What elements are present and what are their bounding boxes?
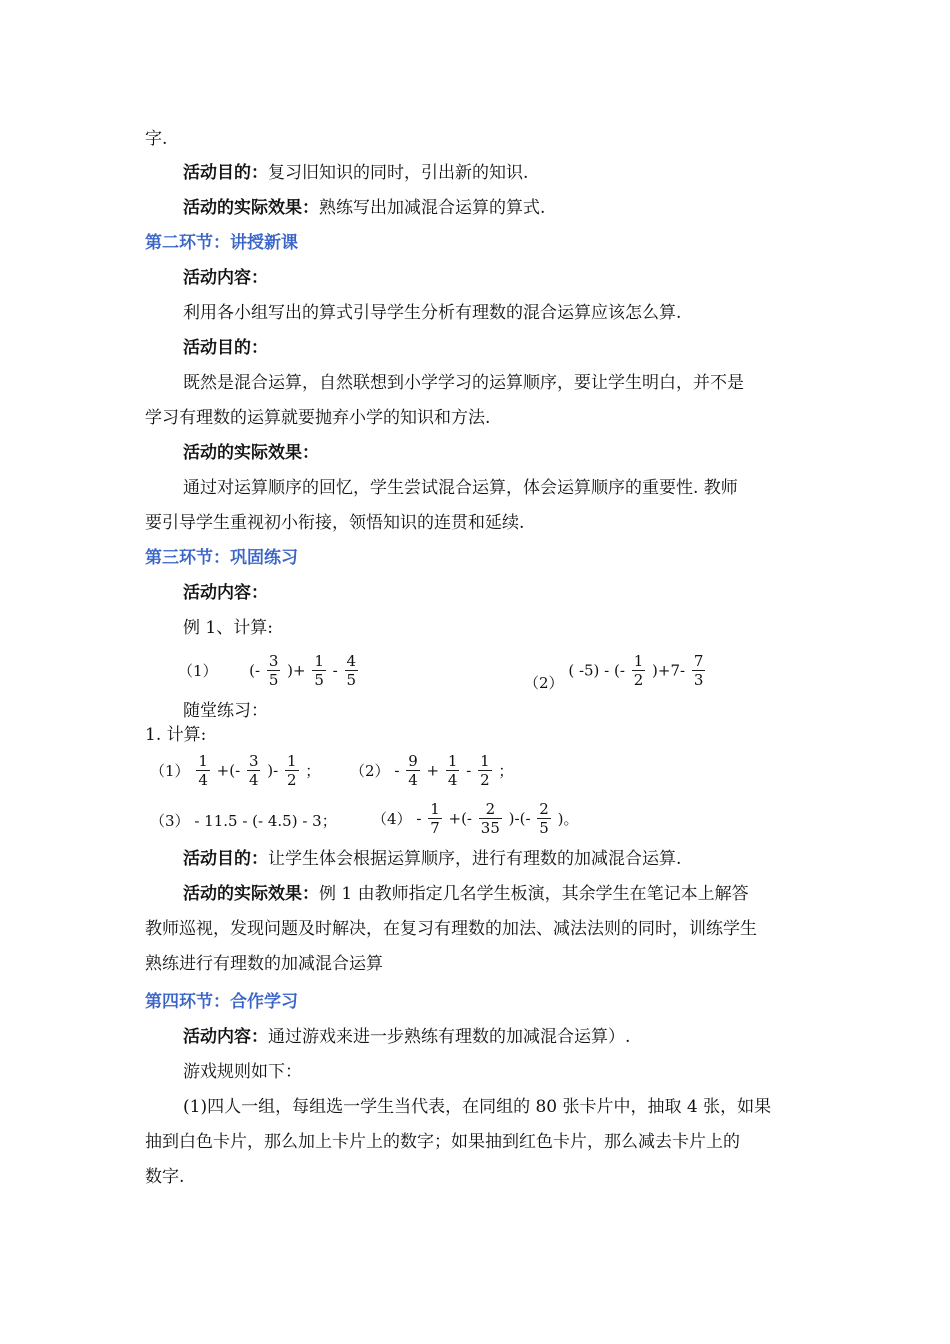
p4-f1-den: 7: [430, 819, 440, 837]
p2-f1-num: 9: [408, 752, 418, 770]
section-2-heading: 第二环节：讲授新课: [145, 233, 298, 253]
p2-part-b: +: [426, 761, 440, 780]
ex2-f2-den: 3: [693, 671, 704, 689]
p1-f2-den: 4: [248, 771, 259, 789]
s3-content-label: 活动内容：: [183, 583, 268, 603]
p4-end: )。: [557, 810, 579, 828]
p4-part-b: +(-: [448, 809, 473, 828]
s1-effect-text: 熟练写出加减混合运算的算式.: [319, 198, 546, 218]
s3-goal: [183, 848, 681, 870]
s2-effect-label: 活动的实际效果：: [183, 443, 319, 463]
s3-effect: [183, 883, 749, 905]
s2-content-label: 活动内容：: [183, 268, 268, 288]
p2-f3-den: 2: [480, 771, 490, 789]
p2-fraction-1: [406, 752, 420, 789]
practice-1-expr: [150, 752, 320, 789]
s3-example-label: 例 1、计算:: [183, 618, 273, 638]
ex1-f1-den: 5: [268, 671, 279, 689]
p4-label: （4）: [372, 810, 412, 828]
p4-part-a: -: [416, 809, 422, 828]
ex1-part-a: (-: [249, 661, 261, 680]
s4-rule-2: 抽到白色卡片，那么加上卡片上的数字；如果抽到红色卡片，那么减去卡片上的: [145, 1132, 740, 1152]
ex1-part-c: -: [332, 661, 338, 680]
p1-f1-num: 1: [198, 752, 208, 770]
ex2-f1-den: 2: [633, 671, 644, 689]
ex1-f3-num: 4: [346, 652, 357, 670]
p2-part-a: -: [394, 761, 400, 780]
ex1-f2-den: 5: [314, 671, 324, 689]
ex2-part-b: )+7-: [652, 661, 686, 680]
ex1-f3-den: 5: [346, 671, 357, 689]
p3-label: （3）: [150, 812, 190, 830]
practice-4-expr: [372, 800, 578, 837]
practice-label: 随堂练习：: [183, 701, 268, 721]
p2-f3-num: 1: [480, 752, 490, 770]
p4-fraction-3: [537, 800, 551, 837]
ex2-fraction-2: [692, 652, 706, 689]
p1-end: ；: [305, 762, 321, 780]
s1-goal-label: 活动目的：: [183, 163, 268, 183]
s4-content-text: 通过游戏来进一步熟练有理数的加减混合运算）.: [268, 1027, 631, 1047]
p2-fraction-3: [478, 752, 492, 789]
s2-effect-text-1: 通过对运算顺序的回忆，学生尝试混合运算，体会运算顺序的重要性. 教师: [183, 478, 738, 498]
ex1-f2-num: 1: [314, 652, 324, 670]
p1-f3-num: 1: [286, 752, 297, 770]
p4-f2-num: 2: [479, 800, 502, 819]
p1-fraction-3: [285, 752, 299, 789]
ex1-part-b: )+: [287, 661, 306, 680]
p2-part-c: -: [466, 761, 472, 780]
practice-2-expr: [350, 752, 513, 789]
p2-end: ；: [498, 762, 514, 780]
p4-f3-num: 2: [539, 800, 549, 818]
p3-expr: - 11.5 - (- 4.5) - 3；: [194, 812, 337, 830]
s2-goal-text-2: 学习有理数的运算就要抛弃小学的知识和方法.: [145, 408, 491, 428]
p4-f3-den: 5: [539, 819, 549, 837]
p1-fraction-2: [247, 752, 261, 789]
s1-goal-text: 复习旧知识的同时，引出新的知识.: [268, 163, 529, 183]
p4-fraction-2: [479, 800, 502, 837]
p1-f2-num: 3: [248, 752, 259, 770]
s3-effect-text-2: 教师巡视，发现问题及时解决，在复习有理数的加法、减法法则的同时，训练学生: [145, 919, 757, 939]
p1-f1-den: 4: [198, 771, 208, 789]
section-4-heading: 第四环节：合作学习: [145, 992, 298, 1012]
p2-fraction-2: [446, 752, 460, 789]
p4-part-c: )-(-: [508, 809, 531, 828]
s2-content-text: 利用各小组写出的算式引导学生分析有理数的混合运算应该怎么算.: [183, 303, 682, 323]
top-fragment: 字.: [145, 129, 168, 149]
p1-f3-den: 2: [286, 771, 297, 789]
p1-fraction-1: [196, 752, 210, 789]
p2-f2-num: 1: [447, 752, 458, 770]
p2-label: （2）: [350, 762, 390, 780]
example-2-expr: [524, 652, 707, 692]
s4-rule-3: 数字.: [145, 1167, 185, 1187]
ex2-f2-num: 7: [693, 652, 704, 670]
s2-goal-text-1: 既然是混合运算，自然联想到小学学习的运算顺序，要让学生明白，并不是: [183, 373, 744, 393]
s4-rule-1: (1)四人一组，每组选一学生当代表，在同组的 80 张卡片中，抽取 4 张，如果: [183, 1097, 772, 1117]
s4-content: [183, 1026, 630, 1048]
ex2-label: （2）: [524, 674, 564, 692]
ex1-f1-num: 3: [268, 652, 279, 670]
p1-part-a: +(-: [216, 761, 241, 780]
ex2-f1-num: 1: [633, 652, 644, 670]
p2-f2-den: 4: [447, 771, 458, 789]
s3-effect-text-1: 例 1 由教师指定几名学生板演，其余学生在笔记本上解答: [319, 884, 749, 904]
s4-content-label: 活动内容：: [183, 1027, 268, 1047]
s3-effect-label: 活动的实际效果：: [183, 884, 319, 904]
s3-goal-label: 活动目的：: [183, 849, 268, 869]
p1-part-b: )-: [267, 761, 279, 780]
s2-effect-text-2: 要引导学生重视初小衔接，领悟知识的连贯和延续.: [145, 513, 525, 533]
ex2-fraction-1: [632, 652, 646, 689]
ex1-fraction-1: [267, 652, 281, 689]
ex1-label: （1）: [178, 662, 218, 680]
ex1-fraction-3: [345, 652, 359, 689]
ex2-pre: ( -5) - (-: [568, 661, 625, 680]
example-1-expr: [178, 652, 360, 689]
s1-effect-label: 活动的实际效果：: [183, 198, 319, 218]
p4-fraction-1: [428, 800, 442, 837]
p4-f1-num: 1: [430, 800, 440, 818]
calc-label: 1. 计算:: [145, 725, 207, 745]
s1-goal: [183, 162, 528, 184]
p4-f2-den: 35: [480, 819, 500, 837]
practice-3-expr: [150, 810, 337, 831]
p2-f1-den: 4: [408, 771, 418, 789]
s4-rules-label: 游戏规则如下：: [183, 1062, 302, 1082]
s1-effect: [183, 197, 545, 219]
s3-goal-text: 让学生体会根据运算顺序，进行有理数的加减混合运算.: [268, 849, 682, 869]
s2-goal-label: 活动目的：: [183, 338, 268, 358]
s3-effect-text-3: 熟练进行有理数的加减混合运算: [145, 954, 383, 974]
p1-label: （1）: [150, 762, 190, 780]
section-3-heading: 第三环节：巩固练习: [145, 548, 298, 568]
ex1-fraction-2: [312, 652, 326, 689]
